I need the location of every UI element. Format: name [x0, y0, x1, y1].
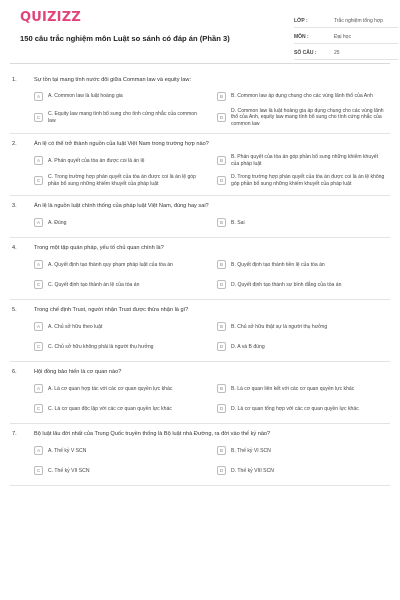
meta-row-count — [294, 44, 398, 60]
page-title: 150 câu trắc nghiệm môn Luật so sánh có đáp án (Phần 3) — [20, 34, 230, 43]
answer-options — [10, 318, 390, 355]
meta-row-class — [294, 12, 398, 28]
option-letter-box: A — [34, 384, 43, 393]
option-letter-box: A — [34, 260, 43, 269]
option-text: B. Phán quyết của tòa án góp phần bổ sung những khiếm khuyết của pháp luật — [231, 154, 378, 167]
question-text: Án lệ có thể trở thành nguồn của luật Việt Nam trong trường hợp nào? — [34, 141, 209, 148]
option-letter-box: A — [34, 92, 43, 101]
question-text: Bộ luật lâu đời nhất của Trung Quốc truyền thống là Bộ luật nhà Đường, ra đời vào thế kỷ nào? — [34, 431, 271, 438]
meta-key: SỐ CÂU : — [294, 50, 317, 56]
option-letter-box: C — [34, 280, 43, 289]
option-text: A. Đúng — [48, 219, 67, 226]
option-text: C. Quyết định tạo thành án lệ của tòa án — [48, 281, 140, 288]
quizizz-logo: QUIZIZZ — [20, 10, 81, 25]
answer-option[interactable] — [34, 462, 203, 479]
question-number: 3. — [12, 203, 17, 210]
meta-table — [294, 12, 398, 60]
option-text: A. Phán quyết của tòa án được coi là án lệ — [48, 157, 145, 164]
answer-option[interactable] — [217, 152, 386, 169]
question-block — [10, 362, 390, 424]
answer-option[interactable] — [34, 318, 203, 335]
option-text: D. Trong trường hợp phán quyết của tòa án được coi là án lệ không góp phần bổ sung những khiếm khuyết của pháp luật — [231, 174, 385, 187]
option-text: C. Là cơ quan độc lập với các cơ quan quyền lực khác — [48, 405, 172, 412]
meta-value: Trắc nghiệm tổng hợp — [334, 18, 383, 24]
option-text: D. Thế kỷ VIII SCN — [231, 467, 274, 474]
meta-value: 25 — [334, 50, 340, 56]
answer-option[interactable] — [217, 256, 386, 273]
option-letter-box: D — [217, 280, 226, 289]
answer-option[interactable] — [34, 152, 203, 169]
answer-option[interactable] — [217, 400, 386, 417]
answer-options — [10, 442, 390, 479]
option-text: A. Chủ sở hữu theo luật — [48, 323, 103, 330]
question-block — [10, 238, 390, 300]
meta-value: Đại học — [334, 34, 351, 40]
option-text: D. Là cơ quan tổng hợp với các cơ quan quyền lực khác — [231, 405, 359, 412]
answer-options — [10, 380, 390, 417]
question-header — [10, 141, 390, 148]
option-letter-box: B — [217, 322, 226, 331]
option-letter-box: B — [217, 384, 226, 393]
answer-option[interactable] — [217, 462, 386, 479]
option-letter-box: B — [217, 156, 226, 165]
option-text: D. Common law là luật hoàng gia áp dụng chung cho các vùng lãnh thổ của Anh, equity law mang tính bổ sung cho tính cứng nhắc của common law — [231, 108, 384, 127]
option-text: C. Thế kỷ VII SCN — [48, 467, 90, 474]
option-text: B. Common law áp dụng chung cho các vùng lãnh thổ của Anh — [231, 93, 373, 100]
option-text: B. Sai — [231, 219, 245, 226]
option-text: B. Quyết định tạo thành tiền lệ của tòa án — [231, 261, 325, 268]
answer-option[interactable] — [34, 108, 203, 127]
option-letter-box: C — [34, 113, 43, 122]
option-letter-box: C — [34, 466, 43, 475]
question-block — [10, 70, 390, 134]
option-letter-box: A — [34, 156, 43, 165]
option-letter-box: B — [217, 260, 226, 269]
question-header — [10, 245, 390, 252]
answer-option[interactable] — [217, 276, 386, 293]
option-text: C. Equity law mang tính bổ sung cho tính cứng nhắc của common law — [48, 111, 197, 124]
question-list — [10, 70, 390, 486]
answer-option[interactable] — [217, 172, 386, 189]
option-text: A. Quyết định tạo thành quy phạm pháp luật của tòa án — [48, 261, 173, 268]
option-letter-box: A — [34, 218, 43, 227]
question-header — [10, 307, 390, 314]
option-letter-box: B — [217, 446, 226, 455]
answer-option[interactable] — [217, 214, 386, 231]
answer-option[interactable] — [34, 88, 203, 105]
answer-option[interactable] — [34, 442, 203, 459]
option-letter-box: A — [34, 322, 43, 331]
option-text: C. Trong trường hợp phán quyết của tòa án được coi là án lệ góp phần bổ sung những khiếm khuyết của pháp luật — [48, 174, 196, 187]
option-letter-box: B — [217, 218, 226, 227]
answer-option[interactable] — [34, 256, 203, 273]
option-letter-box: B — [217, 92, 226, 101]
option-letter-box: D — [217, 113, 226, 122]
option-text: B. Thế kỷ VI SCN — [231, 447, 271, 454]
answer-options — [10, 256, 390, 293]
option-letter-box: D — [217, 342, 226, 351]
answer-option[interactable] — [34, 338, 203, 355]
answer-option[interactable] — [34, 400, 203, 417]
option-text: B. Chủ sở hữu thật sự là người thụ hưởng — [231, 323, 328, 330]
answer-option[interactable] — [34, 214, 203, 231]
question-header — [10, 77, 390, 84]
option-text: B. Là cơ quan liên kết với các cơ quan quyền lực khác — [231, 385, 355, 392]
question-text: Án lệ là nguồn luật chính thống của pháp luật Việt Nam, đúng hay sai? — [34, 203, 209, 210]
question-text: Trong một tập quán pháp, yếu tố chủ quan chính là? — [34, 245, 164, 252]
question-number: 1. — [12, 77, 17, 83]
question-text: Hội đồng bảo hiến là cơ quan nào? — [34, 369, 122, 376]
option-letter-box: D — [217, 176, 226, 185]
question-text: Trong chế định Trust, người nhận Trust được thừa nhận là gì? — [34, 307, 189, 314]
option-letter-box: D — [217, 404, 226, 413]
answer-option[interactable] — [217, 318, 386, 335]
question-header — [10, 369, 390, 376]
question-block — [10, 196, 390, 238]
question-number: 7. — [12, 431, 17, 438]
answer-options — [10, 152, 390, 189]
answer-option[interactable] — [34, 380, 203, 397]
question-block — [10, 134, 390, 196]
answer-options — [10, 214, 390, 231]
option-letter-box: C — [34, 342, 43, 351]
question-number: 5. — [12, 307, 17, 314]
answer-option[interactable] — [217, 88, 386, 105]
answer-option[interactable] — [217, 338, 386, 355]
meta-key: MÔN : — [294, 34, 309, 40]
question-header — [10, 203, 390, 210]
answer-options — [10, 88, 390, 127]
option-letter-box: A — [34, 446, 43, 455]
question-number: 4. — [12, 245, 17, 252]
question-number: 2. — [12, 141, 17, 148]
meta-key: LỚP : — [294, 18, 308, 24]
answer-option[interactable] — [217, 108, 386, 127]
answer-option[interactable] — [217, 380, 386, 397]
meta-row-subject — [294, 28, 398, 44]
option-letter-box: C — [34, 176, 43, 185]
question-block — [10, 300, 390, 362]
question-text: Sự tồn tại mang tính nước đôi giữa Comman law và equity law: — [34, 77, 191, 83]
option-text: A. Common law là luật hoàng gia — [48, 93, 123, 100]
option-text: D. Quyết định tạo thành sự bình đẳng của tòa án — [231, 281, 342, 288]
question-block — [10, 424, 390, 486]
question-number: 6. — [12, 369, 17, 376]
option-letter-box: D — [217, 466, 226, 475]
option-text: D. A và B đúng — [231, 343, 265, 350]
option-text: A. Là cơ quan hợp tác với các cơ quan quyền lực khác — [48, 385, 173, 392]
worksheet-header — [10, 0, 390, 64]
answer-option[interactable] — [34, 276, 203, 293]
answer-option[interactable] — [34, 172, 203, 189]
question-header — [10, 431, 390, 438]
option-text: A. Thế kỷ V SCN — [48, 447, 87, 454]
answer-option[interactable] — [217, 442, 386, 459]
option-text: C. Chủ sở hữu không phải là người thụ hưởng — [48, 343, 154, 350]
option-letter-box: C — [34, 404, 43, 413]
